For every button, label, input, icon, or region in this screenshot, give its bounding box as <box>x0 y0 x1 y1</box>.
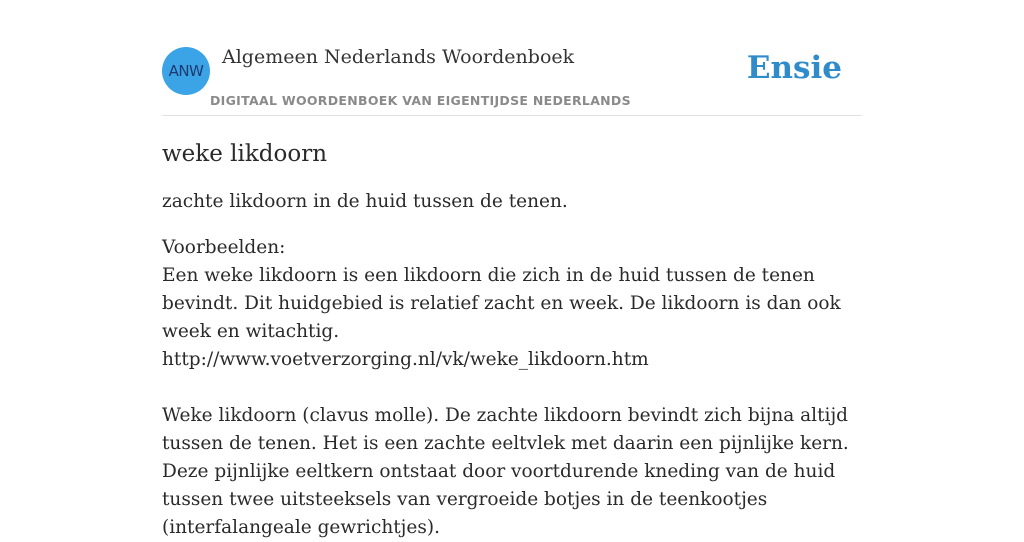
example-source-link[interactable]: http://www.voetverzorging.nl/vk/weke_likdoorn.htm <box>162 349 649 370</box>
examples-label: Voorbeelden: <box>162 237 286 258</box>
example-text: Een weke likdoorn is een likdoorn die zich in de huid tussen de tenen bevindt. Dit huidgebied is relatief zacht en week. De likdoorn is dan ook week en witachtig. <box>162 265 841 342</box>
example-spacer <box>162 374 868 402</box>
anw-logo[interactable] <box>162 47 210 95</box>
examples-section <box>162 234 868 542</box>
example-text-2: Weke likdoorn (clavus molle). De zachte likdoorn bevindt zich bijna altijd tussen de tenen. Het is een zachte eeltvlek met daarin een pijnlijke kern. Deze pijnlijke eeltkern ontstaat door voortdurende kneding van de huid tussen twee uitsteeksels van vergroeide botjes in de teenkootjes (interfalangeale gewrichtjes). <box>162 405 849 538</box>
site-header <box>162 40 862 116</box>
logo-text: ANW <box>168 62 204 80</box>
entry-term: weke likdoorn <box>162 141 328 167</box>
site-title[interactable]: Algemeen Nederlands Woordenboek <box>222 46 575 68</box>
entry-definition: zachte likdoorn in de huid tussen de tenen. <box>162 191 568 212</box>
entry-content <box>162 136 868 542</box>
ensie-brand-logo[interactable]: Ensie <box>746 50 842 86</box>
site-subtitle: DIGITAAL WOORDENBOEK VAN EIGENTIJDSE NEDERLANDS <box>210 93 631 108</box>
